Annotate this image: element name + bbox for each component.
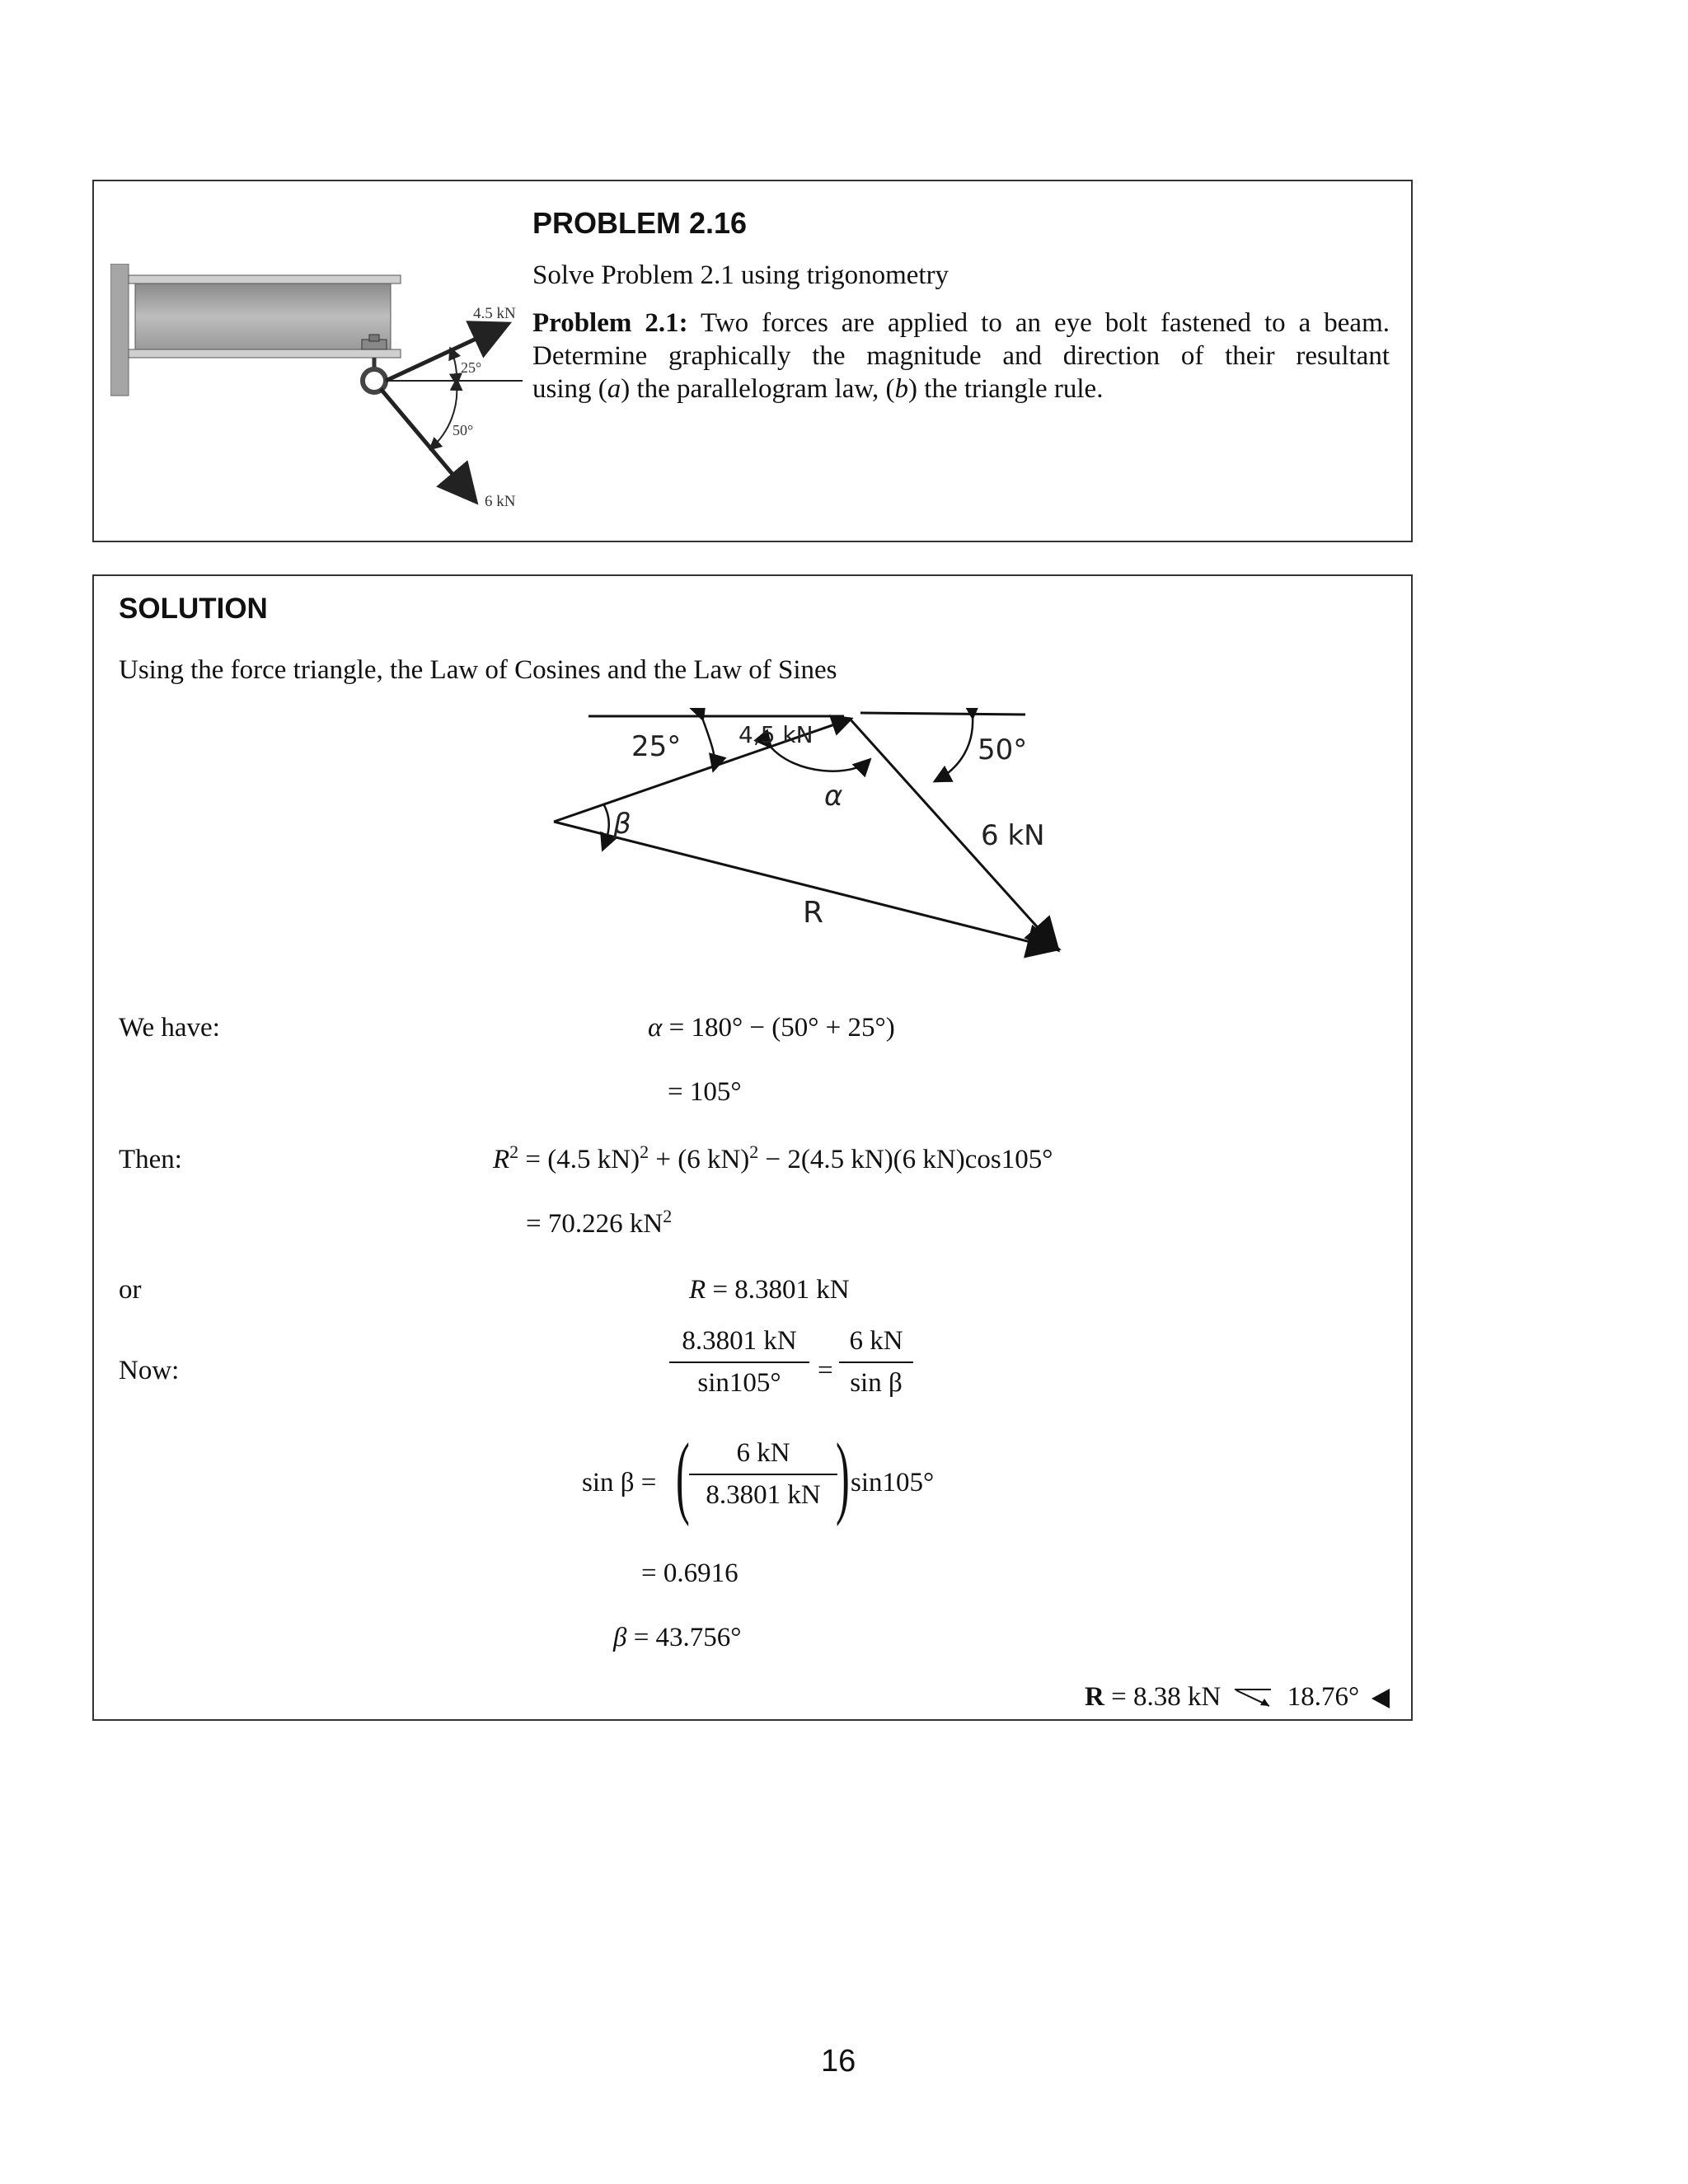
now-label: Now: (119, 1356, 180, 1385)
r-squared-equation: $R^2 = (4.5$ kN)$^2$ + (6 kN)$^2$ − 2(4.5 kN)(6 kN)cos105° (493, 1141, 1053, 1174)
final-answer (1085, 1682, 1391, 1713)
sin-beta-tail: sin105° (851, 1468, 935, 1497)
problem-figure (110, 264, 605, 511)
paren-left: ( (676, 1425, 690, 1527)
paren-right: ) (836, 1425, 850, 1527)
fig-force2-label: 6 kN (485, 493, 516, 510)
sketch-resultant-label: R (803, 896, 824, 930)
force-6kn-arrow (381, 389, 473, 499)
frac1-numerator: 8.3801 kN (682, 1326, 797, 1356)
solution-box (92, 574, 1413, 1721)
sketch-angle-right: 50° (978, 733, 1028, 766)
answer-marker-icon (1370, 1687, 1391, 1710)
problem-ref-line2: Determine graphically the magnitude and direction of their resultant (532, 341, 1390, 371)
sin-beta-lhs: sin β = (582, 1468, 657, 1497)
r-squared-result: = 70.226 $kN^2$ (526, 1206, 673, 1239)
fig-angle1-label: 25° (461, 359, 482, 376)
sketch-beta: β (613, 808, 631, 841)
sketch-force2-label: 6 kN (981, 819, 1045, 852)
fig-force1-label: 4.5 kN (473, 305, 516, 322)
frac2-numerator: 6 kN (849, 1326, 903, 1356)
problem-ref-paragraph (532, 307, 1390, 405)
sin-beta-result: = 0.6916 (641, 1558, 738, 1588)
problem-title: PROBLEM 2.16 (532, 206, 748, 240)
answer-symbol: R (1085, 1682, 1104, 1712)
sin-beta-numerator: 6 kN (736, 1438, 790, 1468)
frac1-denominator: sin105° (697, 1368, 781, 1398)
r-equation: R = 8.3801 kN (689, 1275, 850, 1305)
sketch-angle-left: 25° (631, 730, 682, 763)
r-symbol: R (493, 1145, 510, 1174)
alpha-equation (648, 1013, 895, 1043)
sketch-alpha: α (824, 780, 843, 813)
problem-subtitle: Solve Problem 2.1 using trigonometry (532, 260, 950, 290)
force-triangle-sketch (523, 708, 1067, 972)
force-4-5kn-arrow (386, 326, 504, 381)
beam-web (135, 284, 391, 349)
law-of-sines-frac2 (839, 1326, 913, 1399)
beta-equation: β = 43.756° (613, 1623, 742, 1652)
then-label: Then: (119, 1145, 182, 1174)
answer-angle: 18.76° (1287, 1682, 1360, 1712)
solution-intro: Using the force triangle, the Law of Cosines and the Law of Sines (119, 655, 837, 685)
we-have-label: We have: (119, 1013, 220, 1043)
alpha-result: = 105° (668, 1077, 742, 1107)
page-number: 16 (821, 2044, 856, 2079)
solution-title: SOLUTION (119, 593, 268, 625)
problem-ref-line1 (532, 307, 1390, 340)
alpha-rhs: = 180° − (50° + 25°) (668, 1013, 895, 1043)
equals-sign: = (818, 1356, 833, 1385)
wall (110, 264, 129, 396)
alpha-symbol: α (648, 1013, 663, 1043)
direction-arrow-icon (1233, 1686, 1276, 1711)
problem-ref-line3: using (a) the parallelogram law, (b) the triangle rule. (532, 374, 1104, 404)
problem-ref-text1: Two forces are applied to an eye bolt fastened to a beam. (701, 308, 1390, 338)
sin-beta-denominator: 8.3801 kN (706, 1480, 821, 1510)
frac2-denominator: sin β (850, 1368, 903, 1398)
beam-bottom-flange (129, 349, 401, 358)
law-of-sines-frac1 (669, 1326, 809, 1399)
problem-ref-label: Problem 2.1: (532, 308, 688, 338)
bolt-head (369, 335, 379, 341)
sketch-force1-label: 4,5 kN (738, 721, 814, 748)
answer-value: = 8.38 kN (1111, 1682, 1221, 1712)
problem-box (92, 180, 1413, 542)
or-label: or (119, 1275, 142, 1305)
beam-top-flange (129, 275, 401, 284)
sin-beta-fraction (689, 1438, 837, 1511)
fig-angle2-label: 50° (452, 422, 474, 438)
